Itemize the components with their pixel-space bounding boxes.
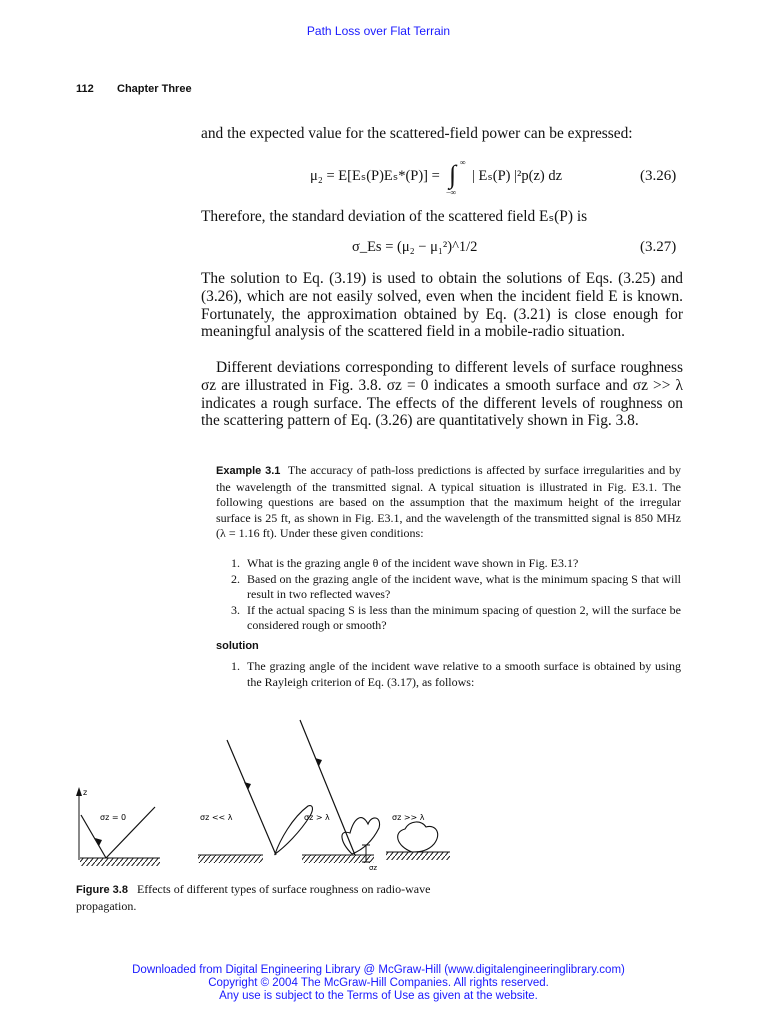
intro-text: and the expected value for the scattered-field power can be expressed: — [201, 125, 633, 142]
page-number: 112 — [76, 83, 94, 95]
list-item — [231, 556, 681, 572]
paragraph-1: The solution to Eq. (3.19) is used to obtain the solutions of Eqs. (3.25) and (3.26), which are not easily solved, even when the incident field E is known. Fortunately, the approximation obtained by Eq. (3.21) is close enough for meaningful analysis of the scattered field in a mobile-radio situation. — [201, 270, 683, 341]
equation-3-26-lhs: μ₂ = E[Eₛ(P)Eₛ*(P)] = — [310, 168, 440, 184]
panel-rough-drawing — [300, 720, 380, 872]
solution-list — [231, 659, 681, 690]
integral-lower-limit: −∞ — [446, 188, 457, 197]
example-block — [216, 463, 681, 542]
equation-3-26-number: (3.26) — [640, 168, 677, 184]
equation-3-26-rhs: | Eₛ(P) |²p(z) dz — [472, 168, 563, 184]
figure-caption-label: Figure 3.8 — [76, 884, 128, 896]
example-label: Example 3.1 — [216, 465, 281, 477]
incident-ray — [227, 740, 276, 855]
figure-3-8-rough-panels — [70, 712, 470, 882]
z-axis-label: z — [83, 788, 88, 797]
ground-hatch — [386, 852, 450, 860]
panel-label: σz > λ — [304, 813, 330, 822]
panel-very-rough-drawing — [359, 784, 450, 860]
figure-caption-text: Effects of different types of surface roughness on radio-wave propagation. — [76, 882, 431, 913]
sigma-label: σz — [369, 864, 378, 872]
footer-line-1[interactable]: Downloaded from Digital Engineering Library @ McGraw-Hill (www.digitalengineeringlibrary.com) — [132, 964, 625, 976]
list-item-number: 3. — [231, 602, 240, 617]
equation-3-27-number: (3.27) — [640, 239, 677, 255]
equation-3-27: σ_Es = (μ₂ − μ₁²)^1/2 — [352, 239, 478, 255]
list-item-text: If the actual spacing S is less than the minimum spacing of question 2, will the surface be considered rough or smooth? — [247, 602, 681, 632]
paragraph-2: Different deviations corresponding to different levels of surface roughness σz are illustrated in Fig. 3.8. σz = 0 indicates a smooth surface and σz >> λ indicates a rough surface. The effects of the different levels of roughness on the scattering pattern of Eq. (3.26) are quantitatively shown in Fig. 3.8. — [201, 359, 683, 430]
list-item — [231, 659, 681, 690]
integral-upper-limit: ∞ — [460, 158, 466, 167]
footer — [0, 964, 757, 1003]
list-item-text: What is the grazing angle θ of the incident wave shown in Fig. E3.1? — [247, 556, 579, 570]
footer-line-2: Copyright © 2004 The McGraw-Hill Companies. All rights reserved. — [208, 977, 549, 989]
list-item-number: 2. — [231, 571, 240, 586]
integral-symbol: ∫ — [449, 160, 457, 189]
list-item-text: Based on the grazing angle of the incident wave, what is the minimum spacing S that will result in two reflected waves? — [247, 571, 681, 601]
therefore-text: Therefore, the standard deviation of the scattered field Eₛ(P) is — [201, 208, 588, 225]
list-item-text: The grazing angle of the incident wave relative to a smooth surface is obtained by using the Rayleigh criterion of Eq. (3.17), as follows: — [247, 659, 681, 689]
panel-label: σz << λ — [200, 813, 233, 822]
list-item-number: 1. — [231, 659, 240, 673]
scatter-lobe — [398, 822, 438, 852]
panel-slightly-rough-drawing — [200, 740, 312, 855]
figure-caption — [76, 882, 448, 914]
list-item — [231, 572, 681, 603]
list-item — [231, 603, 681, 634]
chapter-title: Chapter Three — [117, 83, 192, 95]
list-item-number: 1. — [231, 556, 240, 570]
solution-label: solution — [216, 640, 259, 652]
footer-line-3[interactable]: Any use is subject to the Terms of Use as given at the website. — [219, 990, 538, 1002]
panel-label: σz = 0 — [100, 813, 127, 822]
question-list — [231, 556, 681, 634]
running-header: Path Loss over Flat Terrain — [306, 24, 451, 38]
panel-label: σz >> λ — [392, 813, 425, 822]
incident-ray — [300, 720, 355, 855]
example-text: The accuracy of path-loss predictions is affected by surface irregularities and by the wavelength of the transmitted signal. A typical situation is illustrated in Fig. E3.1. The following questions are based on the assumption that the maximum height of the irregular surface is 25 ft, as shown in Fig. E3.1, and the wavelength of the transmitted signal is 850 MHz (λ = 1.16 ft). Under these given conditions: — [216, 463, 682, 540]
